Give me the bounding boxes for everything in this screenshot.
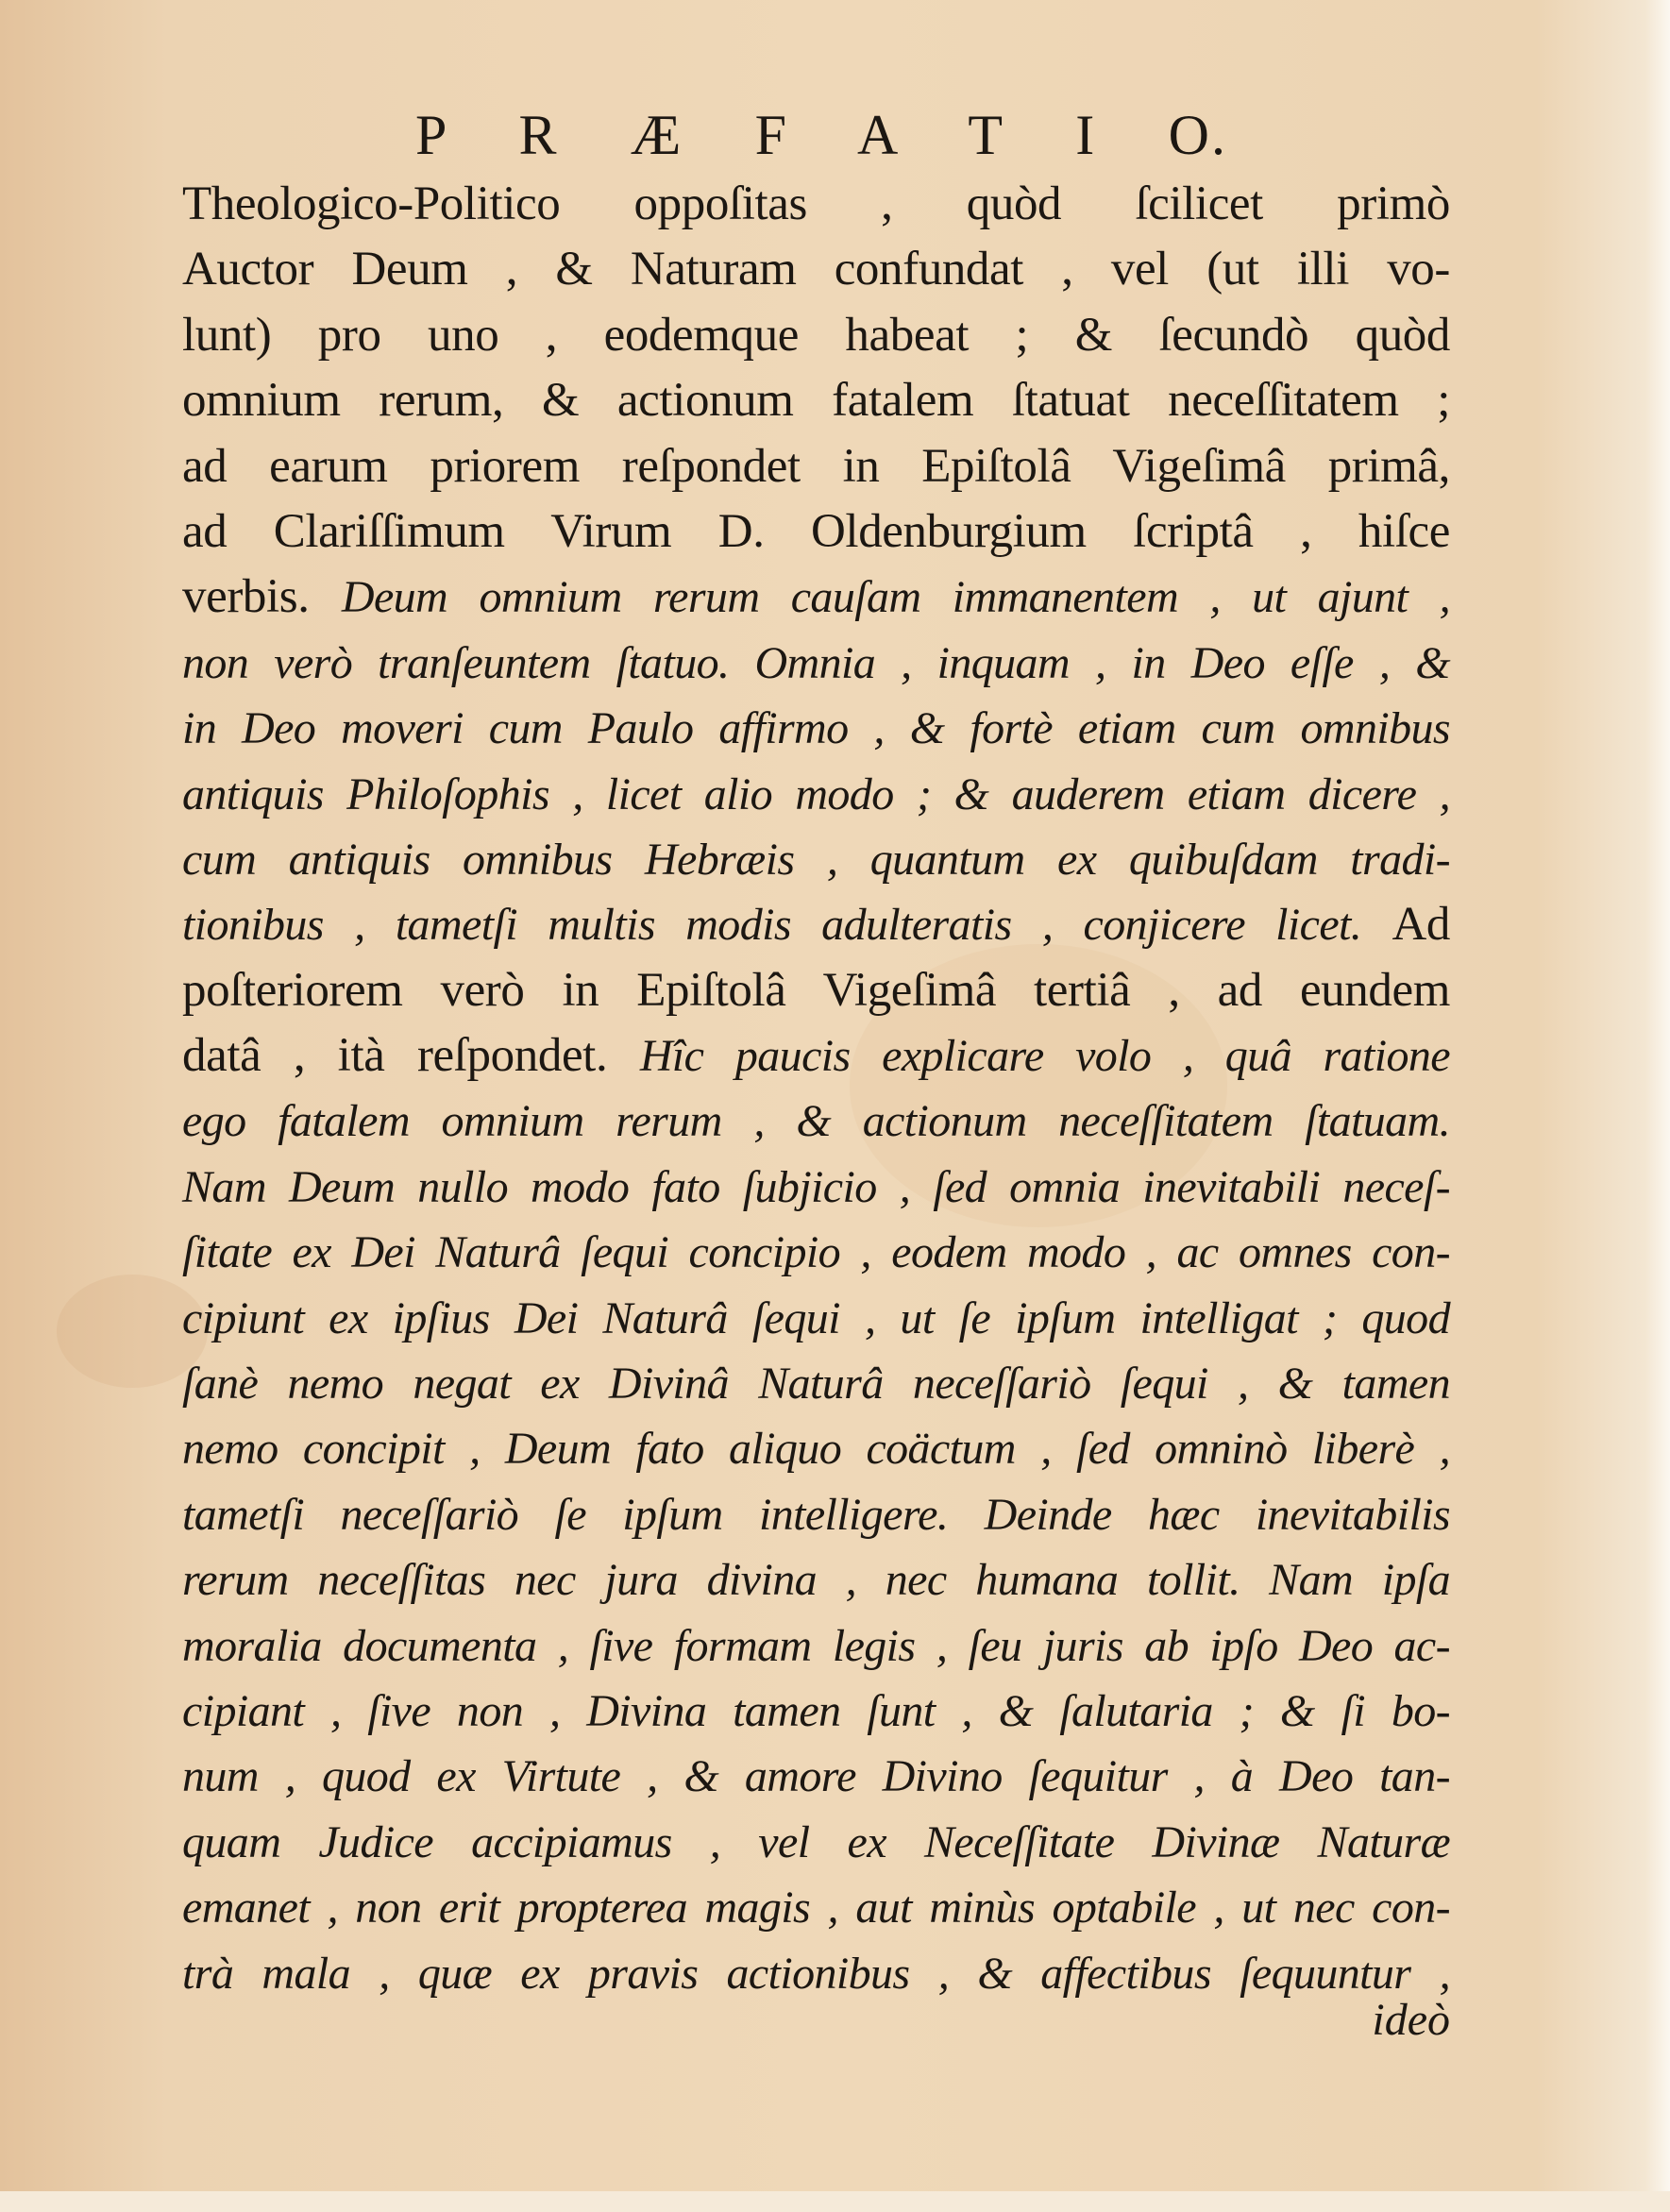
italic-text: quam Judice accipiamus , vel ex Neceſſitate Divinæ Naturæ: [182, 1816, 1450, 1867]
text-line: [182, 1613, 1450, 1679]
text-line: [182, 1547, 1450, 1613]
italic-text: emanet , non erit propterea magis , aut minùs optabile , ut nec con-: [182, 1883, 1450, 1933]
body-text: [182, 172, 1450, 2006]
text-line: [182, 1351, 1450, 1416]
text-line: [182, 762, 1450, 827]
roman-text: Ad: [1392, 898, 1450, 952]
text-line: [182, 1482, 1450, 1547]
italic-text: ſitate ex Dei Naturâ ſequi concipio , eodem modo , ac omnes con-: [182, 1227, 1450, 1278]
text-line: [182, 1875, 1450, 1940]
text-line: [182, 1416, 1450, 1481]
text-line: [182, 434, 1450, 499]
text-line: [182, 1744, 1450, 1809]
text-line: [182, 696, 1450, 761]
italic-text: nemo concipit , Deum fato aliquo coäctum , ſed omninò liberè ,: [182, 1424, 1450, 1475]
italic-text: ſanè nemo negat ex Divinâ Naturâ neceſſariò ſequi , & tamen: [182, 1359, 1450, 1410]
roman-text: datâ , ità reſpondet.: [182, 1029, 640, 1083]
roman-text: ad earum priorem reſpondet in Epiſtolâ Vigeſimâ primâ,: [182, 439, 1450, 493]
italic-text: rerum neceſſitas nec jura divina , nec humana tollit. Nam ipſa: [182, 1555, 1450, 1606]
text-line: [182, 958, 1450, 1023]
text-line: [182, 237, 1450, 302]
italic-text: cipiunt ex ipſius Dei Naturâ ſequi , ut ſe ipſum intelligat ; quod: [182, 1292, 1450, 1343]
roman-text: omnium rerum, & actionum fatalem ſtatuat neceſſitatem ;: [182, 374, 1450, 428]
italic-text: cipiant , ſive non , Divina tamen ſunt , & ſalutaria ; & ſi bo-: [182, 1685, 1450, 1736]
page-title: P R Æ F A T I O.: [415, 104, 1227, 166]
catchword: ideò: [1372, 1995, 1450, 2045]
text-line: [182, 1286, 1450, 1351]
text-line: [182, 631, 1450, 696]
text-line: [182, 303, 1450, 368]
italic-text: non verò tranſeuntem ſtatuo. Omnia , inquam , in Deo eſſe , &: [182, 637, 1450, 688]
italic-text: trà mala , quæ ex pravis actionibus , & affectibus ſequuntur ,: [182, 1948, 1450, 1999]
text-line: [182, 892, 1450, 957]
text-line: [182, 1089, 1450, 1154]
text-line: [182, 1679, 1450, 1744]
page-edge: [0, 2191, 1670, 2212]
text-line: [182, 368, 1450, 433]
italic-text: ego fatalem omnium rerum , & actionum neceſſitatem ſtatuam.: [182, 1096, 1450, 1147]
italic-text: Hîc paucis explicare volo , quâ ratione: [639, 1031, 1451, 1082]
italic-text: cum antiquis omnibus Hebræis , quantum ex quibuſdam tradi-: [182, 834, 1450, 885]
text-line: [182, 1941, 1450, 2006]
text-line: [182, 827, 1450, 892]
roman-text: verbis.: [182, 570, 342, 624]
text-line: [182, 1023, 1450, 1089]
italic-text: num , quod ex Virtute , & amore Divino ſequitur , à Deo tan-: [182, 1751, 1450, 1802]
text-line: [182, 499, 1450, 565]
text-line: [182, 1220, 1450, 1285]
italic-text: tionibus , tametſi multis modis adulteratis , conjicere licet.: [182, 900, 1392, 951]
roman-text: lunt) pro uno , eodemque habeat ; & ſecundò quòd: [182, 308, 1450, 362]
italic-text: moralia documenta , ſive formam legis , ſeu juris ab ipſo Deo ac-: [182, 1620, 1450, 1671]
italic-text: antiquis Philoſophis , licet alio modo ; & auderem etiam dicere ,: [182, 768, 1450, 819]
italic-text: tametſi neceſſariò ſe ipſum intelligere. Deinde hæc inevitabilis: [182, 1489, 1450, 1540]
text-line: [182, 565, 1450, 630]
text-line: [182, 1810, 1450, 1875]
roman-text: ad Clariſſimum Virum D. Oldenburgium ſcriptâ , hiſce: [182, 504, 1450, 558]
italic-text: in Deo moveri cum Paulo affirmo , & fortè etiam cum omnibus: [182, 703, 1450, 754]
italic-text: Nam Deum nullo modo fato ſubjicio , ſed omnia inevitabili neceſ-: [182, 1161, 1450, 1212]
text-line: [182, 172, 1450, 237]
roman-text: poſteriorem verò in Epiſtolâ Vigeſimâ tertiâ , ad eundem: [182, 963, 1450, 1017]
text-line: [182, 1155, 1450, 1220]
roman-text: Auctor Deum , & Naturam confundat , vel (ut illi vo-: [182, 243, 1450, 296]
italic-text: Deum omnium rerum cauſam immanentem , ut ajunt ,: [341, 572, 1450, 623]
roman-text: Theologico-Politico oppoſitas , quòd ſcilicet primò: [182, 177, 1450, 230]
